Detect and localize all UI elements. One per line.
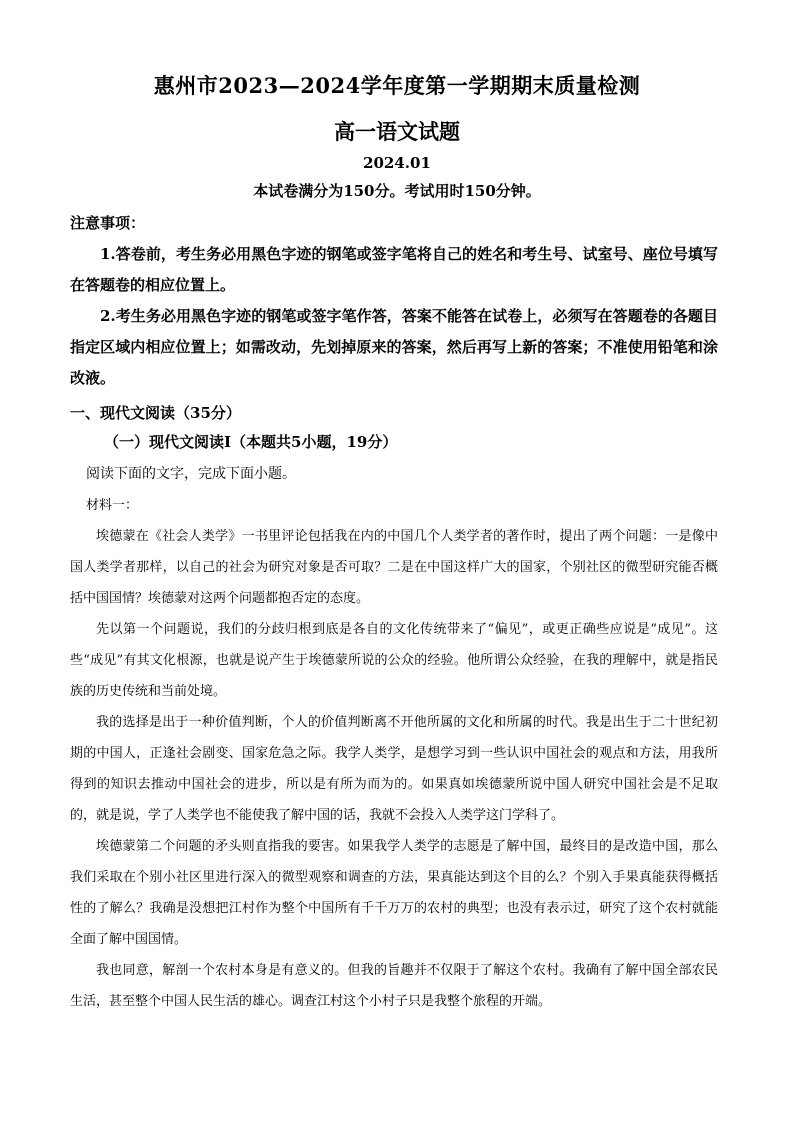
exam-date: 2024.01	[363, 154, 431, 172]
notice-heading: 注意事项：	[70, 214, 146, 232]
notice-item: 1.答卷前，考生务必用黑色字迹的钢笔或签字笔将自己的姓名和考生号、试室号、座位号填写在答题卷的相应位置上。	[70, 245, 718, 294]
body-paragraph: 先以第一个问题说，我们的分歧归根到底是各自的文化传统带来了“偏见”，或更正确些应说是“成见”。这些“成见”有其文化根源，也就是说产生于埃德蒙所说的公众的经验。他所谓公众经验，在我的理解中，就是指民族的历史传统和当前处境。	[70, 622, 718, 699]
body-paragraph: 埃德蒙第二个问题的矛头则直指我的要害。如果我学人类学的志愿是了解中国，最终目的是改造中国，那么我们采取在个别小社区里进行深入的微型观察和调查的方法，果真能达到这个目的么？个别入手果真能获得概括性的了解么？我确是没想把江村作为整个中国所有千千万万的农村的典型；也没有表示过，研究了这个农村就能全面了解中国国情。	[70, 839, 718, 947]
notice-item: 2.考生务必用黑色字迹的钢笔或签字笔作答，答案不能答在试卷上，必须写在答题卷的各题目指定区域内相应位置上；如需改动，先划掉原来的答案，然后再写上新的答案；不准使用铅笔和涂改液。	[70, 307, 718, 387]
body-paragraph: 我也同意，解剖一个农村本身是有意义的。但我的旨趣并不仅限于了解这个农村。我确有了解中国全部农民生活，甚至整个中国人民生活的雄心。调查江村这个小村子只是我整个旅程的开端。	[70, 963, 718, 1009]
sub-section-heading: （一）现代文阅读Ⅰ（本题共5小题，19分）	[104, 433, 398, 451]
body-paragraph: 我的选择是出于一种价值判断，个人的价值判断离不开他所属的文化和所属的时代。我是出生于二十世纪初期的中国人，正逢社会剧变、国家危急之际。我学人类学，是想学习到一些认识中国社会的观点和方法，用我所得到的知识去推动中国社会的进步，所以是有所为而为的。如果真如埃德蒙所说中国人研究中国社会是不足取的，就是说，学了人类学也不能使我了解中国的话，我就不会投入人类学这门学科了。	[70, 715, 718, 823]
material-label: 材料一：	[86, 498, 139, 513]
body-paragraph: 埃德蒙在《社会人类学》一书里评论包括我在内的中国几个人类学者的著作时，提出了两个问题：一是像中国人类学者那样，以自己的社会为研究对象是否可取？二是在中国这样广大的国家，个别社区的微型研究能否概括中国国情？埃德蒙对这两个问题都抱否定的态度。	[70, 529, 718, 606]
section-heading: 一、现代文阅读（35分）	[70, 404, 241, 422]
exam-title: 惠州市2023—2024学年度第一学期期末质量检测	[153, 73, 641, 98]
reading-instruction: 阅读下面的文字，完成下面小题。	[86, 466, 296, 482]
exam-subtitle: 高一语文试题	[334, 119, 460, 144]
exam-info: 本试卷满分为150分。考试用时150分钟。	[253, 182, 541, 200]
